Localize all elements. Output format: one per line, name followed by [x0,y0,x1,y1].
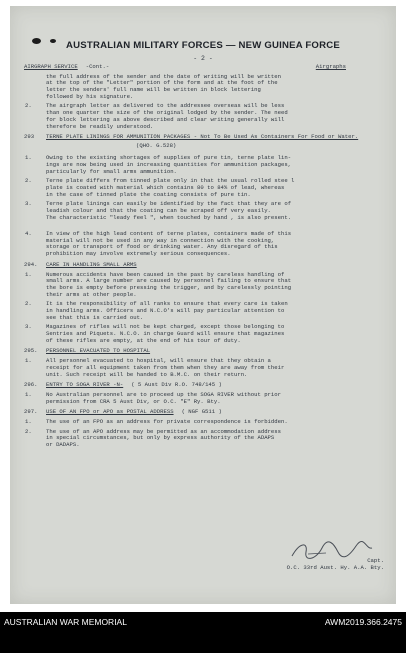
text-line: material will not be used in any way in connection with the cooking, [46,237,275,244]
section-number: 296. [24,381,38,389]
paragraph [24,301,386,321]
section-title-group [24,64,109,71]
text-line: leadish colour and that the coating can be scraped off very easily. [46,208,271,215]
paragraph [24,231,386,258]
paragraph-body [46,301,386,321]
text-line: or DADAPS. [46,442,80,449]
paragraph [24,74,386,101]
text-line: In view of the high lead content of terne plates, containers made of this [46,231,292,238]
document-body [24,64,386,449]
paragraph [24,178,386,198]
text-line: Numerous accidents have been caused in the past by careless handling of [46,271,285,278]
caption-left: AUSTRALIAN WAR MEMORIAL [4,617,127,627]
text-line: Owing to the existing shortages of supplies of pure tin, terne plate lin- [46,155,292,162]
section-heading [24,409,386,416]
text-line: their arms at other people. [46,291,137,298]
signature-line: Capt. [367,557,384,564]
paragraph-number [24,74,42,101]
text-line: in special circumstances, but only by express authority of the ADAPS [46,435,275,442]
paragraph-body [46,155,386,175]
text-line: at the top of the "Letter" portion of the form and at the foot of the [46,80,278,87]
section-heading [24,348,386,355]
text-line: therefore be readily understood. [46,123,154,130]
signature-icon [286,538,376,564]
caption-right: AWM2019.366.2475 [324,617,402,627]
text-line: It is the responsibility of all ranks to ensure that every care is taken [46,301,288,308]
text-line: plate is coated with material which contains 80 to 84% of lead, whereas [46,184,285,191]
signature-title: O.C. 33rd Aust. Hy. A.A. Bty. [286,564,384,571]
paragraph [24,103,386,130]
paragraph-number: 1. [25,270,32,278]
paragraph-number: 2. [25,102,32,110]
paragraph-body [46,74,386,101]
text-line: unit. Such receipt will be handed to B.M.C. on their return. [46,371,248,378]
section-number: 295. [24,347,38,355]
section-heading [24,382,386,389]
text-line: for block lettering as above described and clear writing generally will [46,116,285,123]
text-line: receipt for all equipment taken from them when they are away from their [46,364,285,371]
paragraph [24,155,386,175]
paragraph-number: 4. [25,230,32,238]
text-line: the bore is empty before pressing the trigger, and by carelessly pointing [46,284,292,291]
paragraph [24,392,386,405]
paragraph-number: 2. [25,300,32,308]
text-line: Terne plate differs from tinned plate only in that the usual rolled stee l [46,178,295,185]
text-line: of these rifles are empty, at the end of his tour of duty. [46,337,241,344]
text-line: No Australian personnel are to proceed up the SOGA RIVER without prior [46,391,281,398]
paragraph-number: 1. [25,390,32,398]
text-line: letter the senders' full name will be written in block lettering [46,87,261,94]
section-number: 294. [24,260,38,268]
paragraph-body [46,201,386,228]
paragraph-number: 3. [25,200,32,208]
paragraph [24,419,386,426]
section-reference: ( 5 Aust Div R.O. 748/145 ) [131,381,222,389]
paragraph-body [46,429,386,449]
text-line: ings are now being used in increasing quantities for ammunition packages, [46,161,292,168]
section-title: USE OF AN FPO or APO as POSTAL ADDRESS [46,408,174,416]
paragraph-body [46,178,386,198]
caption-bar [0,612,406,653]
section-title: PERSONNEL EVACUATED TO HOSPITAL [46,347,151,355]
text-line: prohibition may involve extremely serious consequences. [46,251,231,258]
paragraph-body [46,358,386,378]
page-number: - 2 - [193,55,213,62]
paragraph-number: 2. [25,177,32,185]
text-line: Sentries and Piquets. N.C.O. in charge Guard will ensure that magazines [46,331,285,338]
text-line: The use of an FPO as an address for private correspondence is forbidden. [46,418,288,425]
text-line: Terne plate linings can easily be identified by the fact that they are of [46,201,292,208]
text-line: All personnel evacuated to hospital, will ensure that they obtain a [46,358,271,365]
paragraph-number: 3. [25,323,32,331]
paragraph-body [46,231,386,258]
paragraph-number: 1. [25,154,32,162]
section-heading [24,262,386,269]
section-heading [24,134,386,141]
text-line: The characteristic "leady feel ", when touched by hand , is also present. [46,214,292,221]
text-line: The use of an APO address may be permitted as an accommodation address [46,428,281,435]
marginal-note: Airgraphs [315,63,346,70]
section-title: AIRGRAPH SERVICE [24,63,78,70]
paragraph-number: 2. [25,427,32,435]
text-line: followed by his signature. [46,93,134,100]
paragraph-body [46,324,386,344]
paragraph-number: 1. [25,357,32,365]
text-line: Magazines of rifles will not be kept charged, except those belonging to [46,324,285,331]
text-line: small arms. A large number are caused by personnel failing to ensure that [46,278,292,285]
paragraph-body [46,392,386,405]
text-line [46,221,386,228]
section-title: ENTRY TO SOGA RIVER -N- [46,381,124,389]
section-number: 297. [24,408,38,416]
paragraph [24,201,386,228]
section-reference: (QHO. G.528) [136,142,177,150]
paragraph-body [46,419,386,426]
section-heading [24,64,386,71]
text-line: The airgraph letter as delivered to the addressee overseas will be less [46,103,285,110]
paragraph-body [46,272,386,299]
text-line: the full address of the sender and the date of writing will be written [46,73,281,80]
paragraph [24,324,386,344]
section-number: 293 [24,133,35,141]
text-line: than one quarter the size of the original lodged by the sender. The need [46,110,288,117]
document-header: AUSTRALIAN MILITARY FORCES — NEW GUINEA FORCE [66,40,340,51]
text-line: in the case of tinned plate the coating consists of pure tin. [46,191,251,198]
paragraph [24,272,386,299]
text-line: particularly for small arms ammunition. [46,168,177,175]
section-title: CARE IN HANDLING SMALL ARMS [46,260,137,268]
section-title-suffix: -Cont.- [85,63,110,70]
text-line: storage or transport of food or drinking water. Any disregard of this [46,244,278,251]
text-line: in handling arms. Officers and N.C.O's will pay particular attention to [46,307,285,314]
section-title: TERNE PLATE LININGS FOR AMMUNITION PACKAGES - Not To Be Used As Containers For Food or Water. [46,133,359,141]
document-page [10,6,396,604]
paragraph [24,429,386,449]
signature-block [234,538,384,578]
section-reference: ( NGF G511 ) [181,408,222,416]
paragraph-body [46,103,386,130]
paragraph-number: 1. [25,417,32,425]
text-line: permission from CRA 5 Aust Div, or O.C. "E" Ry. Bty. [46,398,221,405]
text-line: see that this is carried out. [46,314,144,321]
paragraph [24,358,386,378]
